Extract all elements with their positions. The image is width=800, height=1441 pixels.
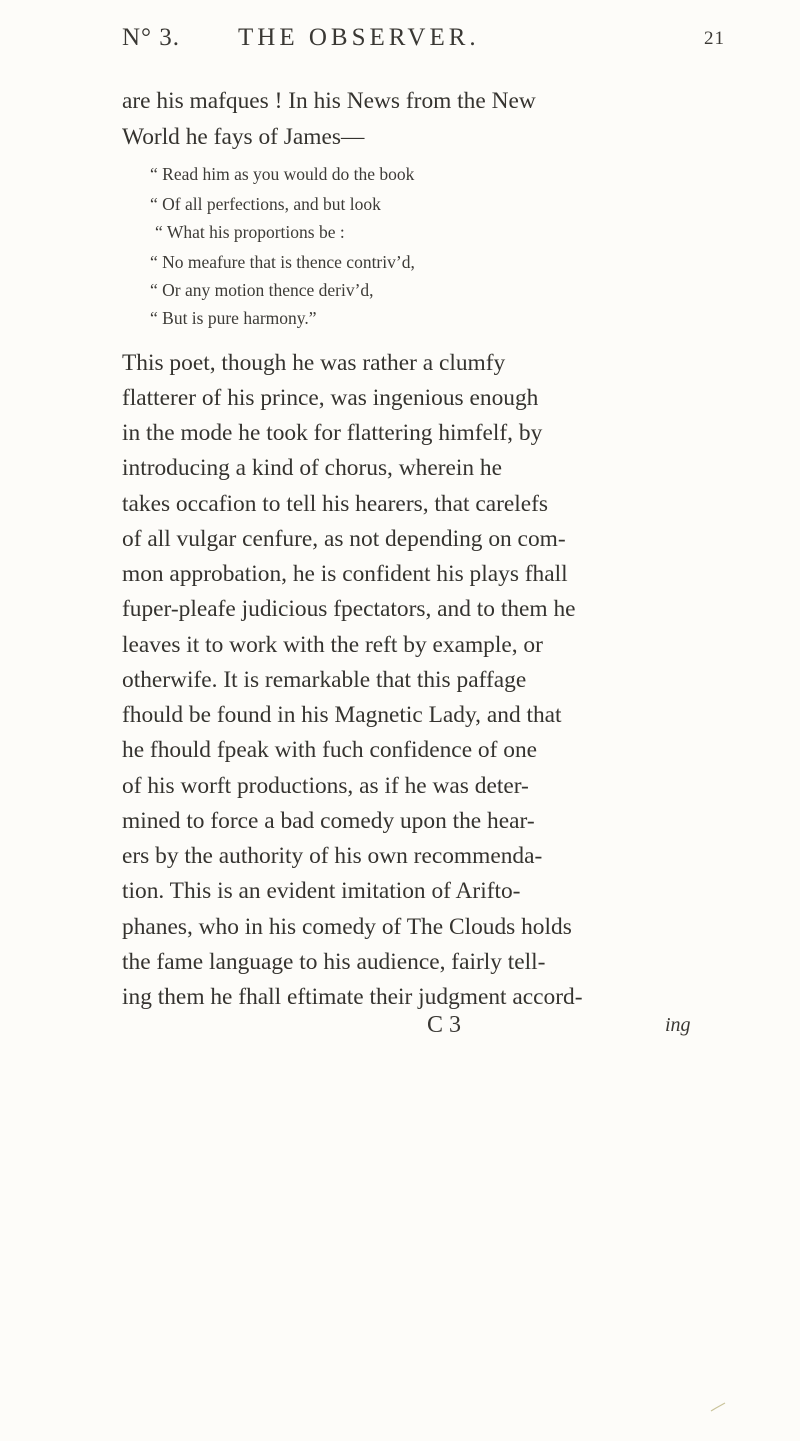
verse-line: “ Or any motion thence deriv’d, (150, 280, 374, 300)
catchword: ing (665, 1014, 691, 1036)
paragraph-line: he fhould fpeak with fuch confidence of one (122, 737, 538, 763)
verse-line: “ What his proportions be : (155, 222, 345, 242)
paragraph-line: mined to force a bad comedy upon the hear- (122, 808, 535, 834)
verse-line: “ But is pure harmony.” (150, 308, 317, 328)
paragraph-line: introducing a kind of chorus, wherein he (122, 455, 502, 481)
page-number: 21 (704, 28, 725, 49)
paragraph-line: phanes, who in his comedy of The Clouds holds (122, 914, 572, 940)
pencil-tick-mark (710, 1402, 726, 1412)
running-head (122, 18, 725, 58)
periodical-title: THE OBSERVER. (238, 24, 480, 51)
paragraph-line: tion. This is an evident imitation of Arifto- (122, 878, 521, 904)
issue-number: N° 3. (122, 24, 181, 51)
paragraph-line: leaves it to work with the reft by example, or (122, 632, 543, 658)
paragraph-line: takes occafion to tell his hearers, that carelefs (122, 491, 549, 517)
paragraph-line: in the mode he took for flattering himfelf, by (122, 420, 543, 446)
paragraph-line: of all vulgar cenfure, as not depending on com- (122, 526, 566, 552)
verse-line: “ No meafure that is thence contriv’d, (150, 252, 415, 272)
text-line: are his mafques ! In his News from the New (122, 88, 536, 114)
paragraph-line: ing them he fhall eftimate their judgment accord- (122, 984, 583, 1010)
paragraph-line: fuper-pleafe judicious fpectators, and to them he (122, 596, 576, 622)
verse-line: “ Of all perfections, and but look (150, 194, 381, 214)
paragraph-line: flatterer of his prince, was ingenious enough (122, 385, 539, 411)
paragraph-line: otherwife. It is remarkable that this paffage (122, 667, 527, 693)
paragraph-line: fhould be found in his Magnetic Lady, and that (122, 702, 562, 728)
paragraph-line: mon approbation, he is confident his plays fhall (122, 561, 568, 587)
paragraph-line: This poet, though he was rather a clumfy (122, 350, 506, 376)
text-line: World he fays of James— (122, 124, 365, 150)
verse-line: “ Read him as you would do the book (150, 164, 415, 184)
signature-mark: C 3 (427, 1012, 462, 1038)
paragraph-line: the fame language to his audience, fairly tell- (122, 949, 546, 975)
paragraph-line: ers by the authority of his own recommenda- (122, 843, 543, 869)
paragraph-line: of his worft productions, as if he was deter- (122, 773, 529, 799)
